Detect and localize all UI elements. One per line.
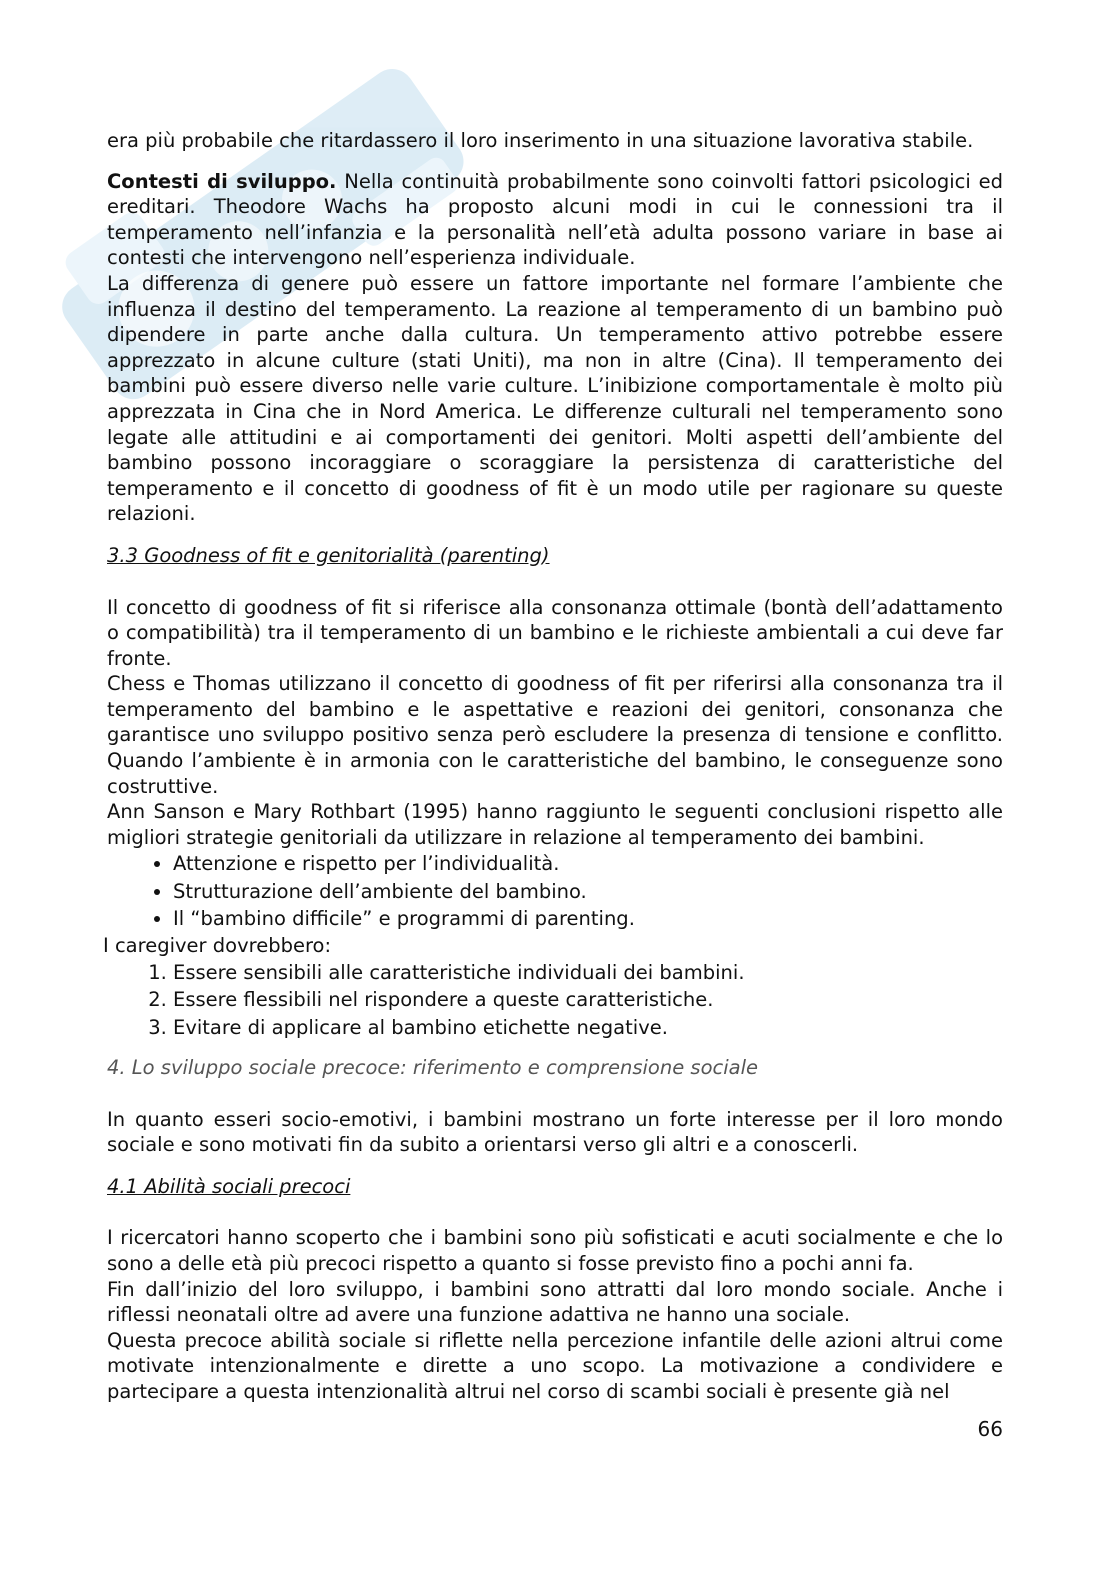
section-4-1-heading: 4.1 Abilità sociali precoci: [107, 1174, 351, 1198]
contesti-paragraph: [107, 169, 1003, 271]
contesti-text: Nella continuità probabilmente sono coinvolti fattori psicologici ed ereditari. Theodore Wachs ha proposto alcuni modi in cui le connessioni tra il temperamento nell’infanzia e la personalità nell’età adulta possono variare in base ai contesti che intervengono nell’esperienza individuale.: [107, 169, 1003, 270]
list-item: • Il “bambino difficile” e programmi di parenting.: [173, 905, 1003, 933]
document-page: [103, 128, 1003, 1405]
section-3-3-heading: 3.3 Goodness of fit e genitorialità (parenting): [107, 543, 550, 567]
list-item: 3. Evitare di applicare al bambino etichette negative.: [173, 1014, 1003, 1042]
contesti-lead: Contesti di sviluppo.: [107, 169, 337, 193]
caregiver-list: [107, 959, 1003, 1042]
goodness-paragraph-2: Chess e Thomas utilizzano il concetto di goodness of fit per riferirsi alla consonanza tra il temperamento del bambino e le aspettative e reazioni dei genitori, consonanza che garantisce uno sviluppo positivo senza però escludere la presenza di tensione e conflitto. Quando l’ambiente è in armonia con le caratteristiche del bambino, le conseguenze sono costruttive.: [107, 672, 1003, 798]
list-item: • Strutturazione dell’ambiente del bambino.: [173, 878, 1003, 906]
list-item: 2. Essere flessibili nel rispondere a queste caratteristiche.: [173, 986, 1003, 1014]
intro-paragraph: era più probabile che ritardassero il loro inserimento in una situazione lavorativa stabile.: [107, 129, 974, 152]
page-number: 66: [977, 1417, 1003, 1441]
social-paragraph-1: In quanto esseri socio-emotivi, i bambini mostrano un forte interesse per il loro mondo sociale e sono motivati fin da subito a orientarsi verso gli altri e a conoscerli.: [107, 1107, 1003, 1157]
skills-paragraph-2: Fin dall’inizio del loro sviluppo, i bambini sono attratti dal loro mondo sociale. Anche i riflessi neonatali oltre ad avere una funzione adattiva ne hanno una sociale.: [107, 1277, 1003, 1327]
contesti-paragraph-2: La differenza di genere può essere un fattore importante nel formare l’ambiente che influenza il destino del temperamento. La reazione al temperamento di un bambino può dipendere in parte anche dalla cultura. Un temperamento attivo potrebbe essere apprezzato in alcune culture (stati Uniti), ma non in altre (Cina). Il temperamento dei bambini può essere diverso nelle varie culture. L’inibizione comportamentale è molto più apprezzata in Cina che in Nord America. Le differenze culturali nel temperamento sono legate alle attitudini e ai comportamenti dei genitori. Molti aspetti dell’ambiente del bambino possono incoraggiare o scoraggiare la persistenza di caratteristiche del temperamento e il concetto di goodness of fit è un modo utile per ragionare su queste relazioni.: [107, 271, 1003, 526]
skills-paragraph-3: Questa precoce abilità sociale si riflette nella percezione infantile delle azioni altrui come motivate intenzionalmente e dirette a uno scopo. La motivazione a condividere e partecipare a questa intenzionalità altrui nel corso di scambi sociali è presente già nel: [107, 1328, 1003, 1403]
goodness-paragraph-3: Ann Sanson e Mary Rothbart (1995) hanno raggiunto le seguenti conclusioni rispetto alle migliori strategie genitoriali da utilizzare in relazione al temperamento dei bambini.: [107, 800, 1003, 849]
skills-paragraph-1: I ricercatori hanno scoperto che i bambini sono più sofisticati e acuti socialmente e che lo sono a delle età più precoci rispetto a quanto si fosse previsto fino a pochi anni fa.: [107, 1226, 1003, 1275]
list-item: 1. Essere sensibili alle caratteristiche individuali dei bambini.: [173, 959, 1003, 987]
list-item: • Attenzione e rispetto per l’individualità.: [173, 850, 1003, 878]
section-4-heading: 4. Lo sviluppo sociale precoce: riferimento e comprensione sociale: [107, 1056, 759, 1080]
goodness-paragraph-1: Il concetto di goodness of fit si riferisce alla consonanza ottimale (bontà dell’adattamento o compatibilità) tra il temperamento di un bambino e le richieste ambientali a cui deve far fronte.: [107, 595, 1003, 670]
caregiver-intro: I caregiver dovrebbero:: [103, 933, 332, 957]
strategies-list: [107, 850, 1003, 933]
